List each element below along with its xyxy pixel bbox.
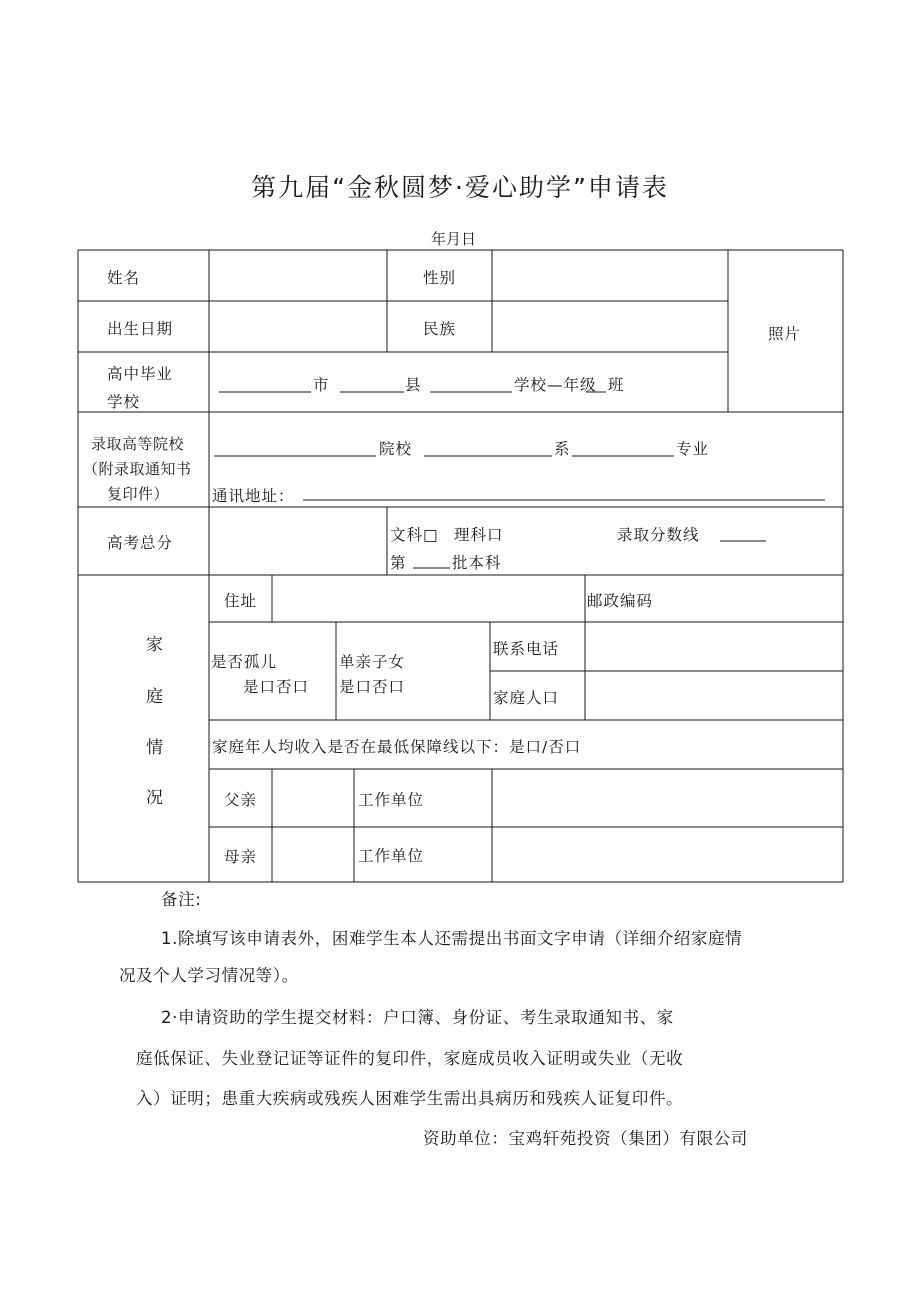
income-question: 家庭年人均收入是否在最低保障线以下：是口/否口 — [212, 738, 582, 756]
family-char-3: 情 — [146, 738, 163, 758]
mailing-address-label: 通讯地址： — [212, 487, 295, 505]
cutoff-score-label: 录取分数线 — [617, 526, 700, 544]
notes-heading: 备注: — [161, 890, 202, 909]
note1-line2: 况及个人学习情况等）。 — [119, 966, 299, 985]
high-school-label-line1: 高中毕业 — [107, 365, 174, 383]
hs-class-label: 班 — [608, 376, 625, 394]
family-char-2: 庭 — [146, 687, 163, 707]
single-parent-label: 单亲子女 — [339, 653, 406, 671]
note2-line3: 入）证明；患重大疾病或残疾人困难学生需出具病历和残疾人证复印件。 — [136, 1089, 684, 1108]
admission-dept-label: 系 — [554, 440, 571, 458]
mother-workplace-label: 工作单位 — [358, 847, 425, 865]
name-label: 姓名 — [107, 269, 141, 287]
exam-score-label: 高考总分 — [107, 534, 174, 552]
science-option[interactable]: 理科口 — [454, 526, 504, 544]
postcode-label: 邮政编码 — [587, 592, 654, 610]
note2-line1: 2·申请资助的学生提交材料：户口簿、身份证、考生录取通知书、家 — [161, 1008, 674, 1027]
father-label: 父亲 — [224, 791, 258, 809]
note2-line2: 庭低保证、失业登记证等证件的复印件，家庭成员收入证明或失业（无收 — [136, 1049, 684, 1068]
phone-field[interactable] — [587, 624, 841, 669]
hs-school-grade-label: 学校—年级 — [514, 376, 597, 394]
note1-line1: 1.除填写该申请表外，困难学生本人还需提出书面文字申请（详细介绍家庭情 — [161, 929, 743, 948]
admission-label-line3: 复印件） — [107, 485, 170, 503]
mother-label: 母亲 — [224, 848, 258, 866]
mother-workplace-field[interactable] — [494, 829, 841, 880]
sponsor-line: 资助单位：宝鸡轩苑投资（集团）有限公司 — [423, 1129, 748, 1148]
household-size-label: 家庭人口 — [493, 689, 560, 707]
ethnic-label: 民族 — [423, 320, 457, 338]
photo-label: 照片 — [768, 325, 802, 343]
admission-major-label: 专业 — [676, 440, 710, 458]
batch-prefix: 第 — [390, 554, 407, 572]
family-char-1: 家 — [146, 635, 163, 655]
household-size-field[interactable] — [587, 673, 841, 718]
phone-label: 联系电话 — [493, 640, 560, 658]
hs-city-label: 市 — [313, 376, 330, 394]
hs-county-label: 县 — [405, 376, 422, 394]
mother-name-field[interactable] — [274, 829, 352, 880]
father-name-field[interactable] — [274, 771, 352, 825]
birth-date-field[interactable] — [211, 303, 385, 350]
birth-date-label: 出生日期 — [107, 320, 174, 338]
ethnic-field[interactable] — [494, 303, 726, 350]
name-field[interactable] — [211, 252, 385, 299]
residence-field[interactable] — [274, 577, 583, 620]
orphan-label: 是否孤儿 — [211, 653, 278, 671]
single-parent-options[interactable]: 是口否口 — [339, 678, 406, 696]
admission-label-line1: 录取高等院校 — [91, 435, 185, 453]
batch-suffix: 批本科 — [452, 554, 502, 572]
father-workplace-field[interactable] — [494, 771, 841, 825]
father-workplace-label: 工作单位 — [358, 791, 425, 809]
gender-field[interactable] — [494, 252, 726, 299]
form-title: 第九届“金秋圆梦·爱心助学”申请表 — [251, 173, 669, 202]
gender-label: 性别 — [423, 269, 457, 287]
date-label: 年月日 — [431, 230, 477, 248]
high-school-label-line2: 学校 — [107, 393, 141, 411]
orphan-options[interactable]: 是口否口 — [243, 678, 310, 696]
admission-college-label: 院校 — [379, 440, 413, 458]
admission-label-line2: （附录取通知书 — [83, 460, 192, 478]
residence-label: 住址 — [224, 592, 258, 610]
family-char-4: 况 — [146, 788, 163, 808]
exam-score-field[interactable] — [211, 509, 385, 573]
arts-option[interactable]: 文科□ — [390, 526, 439, 544]
